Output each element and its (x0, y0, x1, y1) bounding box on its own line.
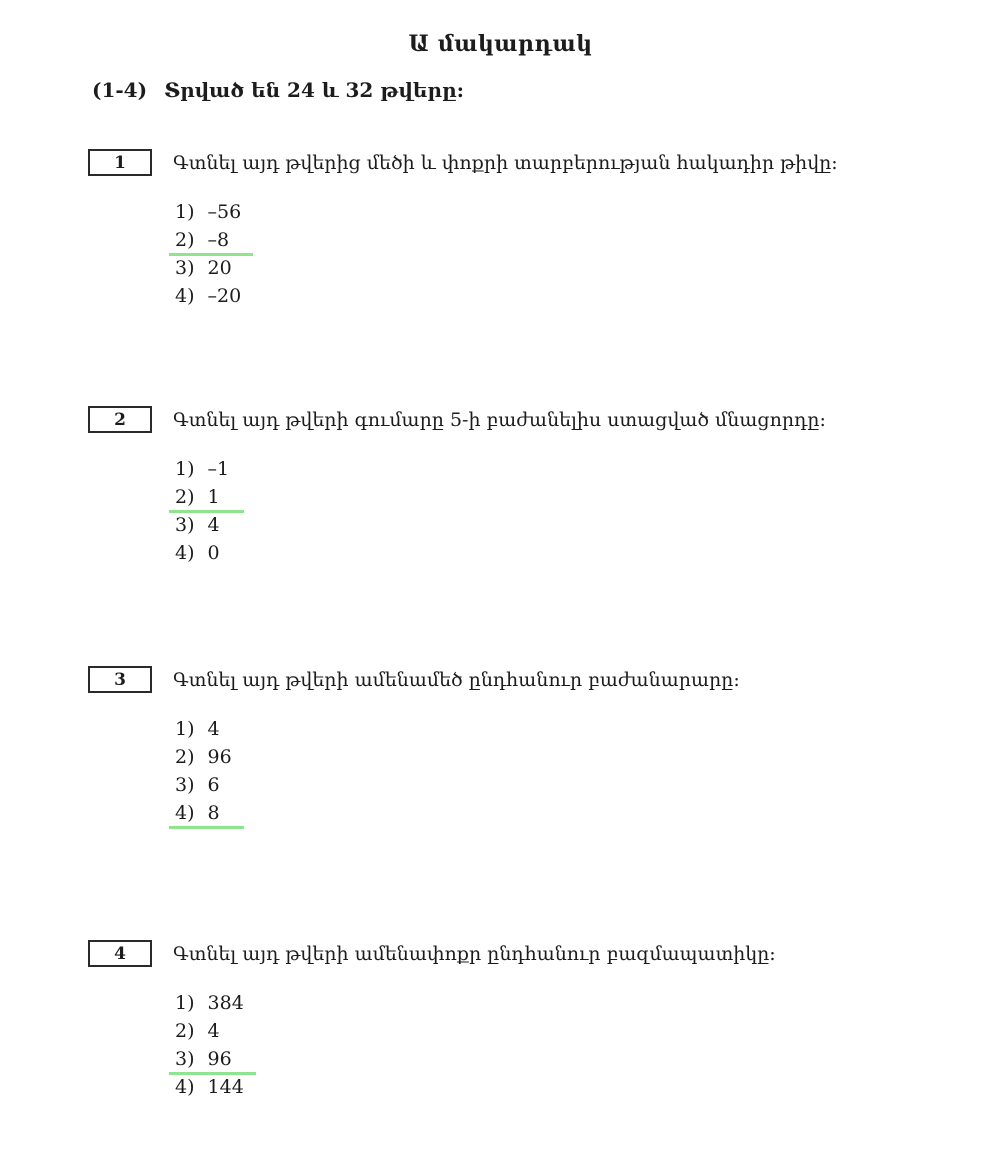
option-line (175, 200, 241, 225)
question-text: Գտնել այդ թվերի ամենամեծ ընդհանուր բաժանարարը: (173, 668, 740, 691)
option-row (175, 282, 838, 310)
question-text: Գտնել այդ թվերի գումարը 5-ի բաժանելիս ստացված մնացորդը: (173, 408, 826, 431)
option-row (175, 799, 740, 827)
option-value: 96 (207, 1048, 232, 1070)
option-value: –56 (207, 201, 242, 223)
section-range: (1-4) (92, 78, 148, 102)
option-label: 4) (175, 285, 195, 307)
question-head (88, 406, 826, 433)
question-number: 1 (114, 152, 126, 173)
option-label: 2) (175, 746, 195, 768)
option-value: 8 (207, 802, 220, 824)
option-line (175, 256, 232, 281)
option-label: 2) (175, 229, 195, 251)
option-value: –8 (207, 229, 230, 251)
section-text: Տրված են 24 և 32 թվերը: (164, 78, 465, 102)
option-row (175, 226, 838, 254)
question-number-box (88, 666, 152, 693)
option-label: 4) (175, 1076, 195, 1098)
option-line-answer-underline (169, 801, 244, 829)
question-head (88, 940, 776, 967)
question-number: 4 (114, 943, 126, 964)
option-label: 3) (175, 774, 195, 796)
option-row (175, 1017, 776, 1045)
option-value: 4 (207, 1020, 220, 1042)
option-label: 3) (175, 514, 195, 536)
option-label: 4) (175, 542, 195, 564)
option-row (175, 989, 776, 1017)
page-title: Ա մակարդակ (408, 31, 593, 57)
option-value: 96 (207, 746, 232, 768)
question-block-1 (88, 149, 838, 310)
option-row (175, 1073, 776, 1101)
option-label: 1) (175, 201, 195, 223)
option-line (175, 1019, 220, 1044)
question-block-3 (88, 666, 740, 827)
options-list (175, 989, 776, 1101)
option-label: 1) (175, 992, 195, 1014)
option-label: 2) (175, 486, 195, 508)
option-label: 3) (175, 1048, 195, 1070)
option-label: 4) (175, 802, 195, 824)
option-line (175, 991, 244, 1016)
option-line (175, 717, 220, 742)
option-label: 1) (175, 718, 195, 740)
option-line-answer-underline (169, 485, 244, 513)
option-value: 1 (207, 486, 220, 508)
question-head (88, 666, 740, 693)
question-number-box (88, 940, 152, 967)
option-value: 4 (207, 718, 220, 740)
option-line-answer-underline (169, 1047, 256, 1075)
option-line (175, 1075, 244, 1100)
option-label: 1) (175, 458, 195, 480)
option-value: 6 (207, 774, 220, 796)
option-value: –1 (207, 458, 230, 480)
option-row (175, 198, 838, 226)
option-row (175, 254, 838, 282)
options-list (175, 198, 838, 310)
option-row (175, 715, 740, 743)
question-text: Գտնել այդ թվերի ամենափոքր ընդհանուր բազմապատիկը: (173, 942, 776, 965)
option-row (175, 539, 826, 567)
option-line (175, 745, 232, 770)
question-number: 3 (114, 669, 126, 690)
section-header (92, 78, 464, 102)
question-head (88, 149, 838, 176)
option-line (175, 457, 229, 482)
option-line (175, 541, 220, 566)
option-value: 20 (207, 257, 232, 279)
option-row (175, 1045, 776, 1073)
option-row (175, 455, 826, 483)
option-line (175, 284, 241, 309)
option-value: –20 (207, 285, 242, 307)
option-value: 144 (207, 1076, 244, 1098)
question-text: Գտնել այդ թվերից մեծի և փոքրի տարբերության հակադիր թիվը: (173, 151, 838, 174)
question-number: 2 (114, 409, 126, 430)
question-block-2 (88, 406, 826, 567)
option-row (175, 511, 826, 539)
option-value: 384 (207, 992, 244, 1014)
option-line (175, 773, 220, 798)
options-list (175, 715, 740, 827)
option-label: 3) (175, 257, 195, 279)
option-row (175, 743, 740, 771)
question-number-box (88, 406, 152, 433)
question-block-4 (88, 940, 776, 1101)
option-row (175, 483, 826, 511)
options-list (175, 455, 826, 567)
option-value: 0 (207, 542, 220, 564)
option-row (175, 771, 740, 799)
option-line (175, 513, 220, 538)
option-line-answer-underline (169, 228, 253, 256)
option-label: 2) (175, 1020, 195, 1042)
question-number-box (88, 149, 152, 176)
option-value: 4 (207, 514, 220, 536)
